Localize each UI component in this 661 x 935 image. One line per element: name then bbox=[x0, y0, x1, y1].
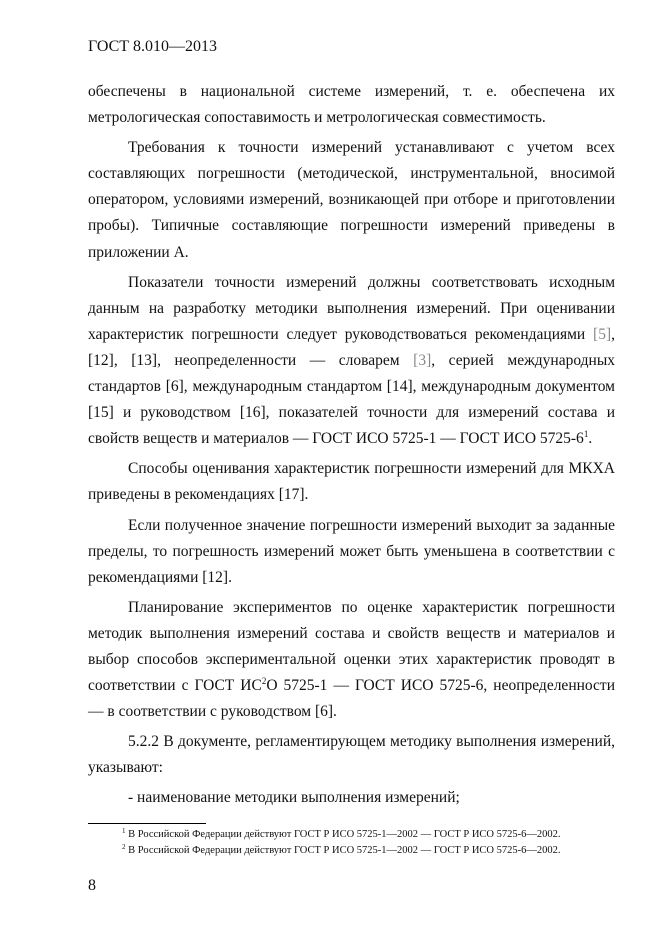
paragraph-3-end: . bbox=[588, 430, 593, 448]
paragraph-5: Если полученное значение погрешности измерений выходит за заданные пределы, то погрешность измерений может быть уменьшена в соответствии с рекомендациями [12]. bbox=[88, 516, 615, 586]
footnote-divider bbox=[88, 823, 206, 824]
footnote-mark: 2 bbox=[122, 843, 126, 851]
running-header: ГОСТ 8.010—2013 bbox=[88, 38, 218, 55]
paragraph-3-part-b: , [12], [13], неопределенности — словарем bbox=[88, 325, 615, 369]
paragraph-6 bbox=[88, 595, 615, 725]
footnote-mark: 1 bbox=[122, 827, 126, 835]
reference-5: [5] bbox=[593, 325, 612, 343]
footnote-1 bbox=[122, 829, 561, 840]
paragraph-3-part-c: , серией международных стандартов [6], международным стандартом [14], международным документом [15] и руководством [16], показателей точности для измерений состава и свойств веществ и материалов — ГОСТ ИСО 5725-1 — ГОСТ ИСО 5725-6 bbox=[88, 351, 615, 448]
paragraph-6-part-a: Планирование экспериментов по оценке характеристик погрешности методик выполнения измерений состава и свойств веществ и материалов и выбор способов экспериментальной оценки этих характеристик проводят в соответствии с ГОСТ ИС bbox=[88, 598, 615, 695]
body-text bbox=[88, 79, 615, 812]
footnote-text: В Российской Федерации действуют ГОСТ Р ИСО 5725-1—2002 — ГОСТ Р ИСО 5725-6—2002. bbox=[128, 829, 561, 840]
page-number: 8 bbox=[88, 877, 96, 894]
paragraph-2: Требования к точности измерений устанавливают с учетом всех составляющих погрешности (методической, инструментальной, вносимой оператором, условиями измерений, возникающей при отборе и приготовлении пробы). Типичные составляющие погрешности измерений приведены в приложении А. bbox=[88, 139, 615, 261]
footnote-text: В Российской Федерации действуют ГОСТ Р ИСО 5725-1—2002 — ГОСТ Р ИСО 5725-6—2002. bbox=[128, 845, 561, 856]
paragraph-1: обеспечены в национальной системе измерений, т. е. обеспечена их метрологическая сопоставимость и метрологическая совместимость. bbox=[88, 83, 615, 127]
paragraph-3 bbox=[88, 270, 615, 453]
paragraph-section-5-2-2: 5.2.2 В документе, регламентирующем методику выполнения измерений, указывают: bbox=[88, 733, 615, 777]
list-item: - наименование методики выполнения измерений; bbox=[128, 789, 460, 807]
footnote-ref-2: 2 bbox=[261, 676, 267, 687]
reference-3: [3] bbox=[413, 351, 432, 369]
footnote-2 bbox=[122, 845, 561, 856]
paragraph-4: Способы оценивания характеристик погрешности измерений для МКХА приведены в рекомендациях [17]. bbox=[88, 460, 615, 504]
paragraph-6-part-b: О 5725-1 — ГОСТ ИСО 5725-6, неопределенности — в соответствии с руководством [6]. bbox=[88, 677, 615, 721]
paragraph-3-part-a: Показатели точности измерений должны соответствовать исходным данным на разработку методики выполнения измерений. При оценивании характеристик погрешности следует руководствоваться рекомендациями bbox=[88, 273, 615, 343]
footnote-ref-1: 1 bbox=[583, 429, 589, 440]
